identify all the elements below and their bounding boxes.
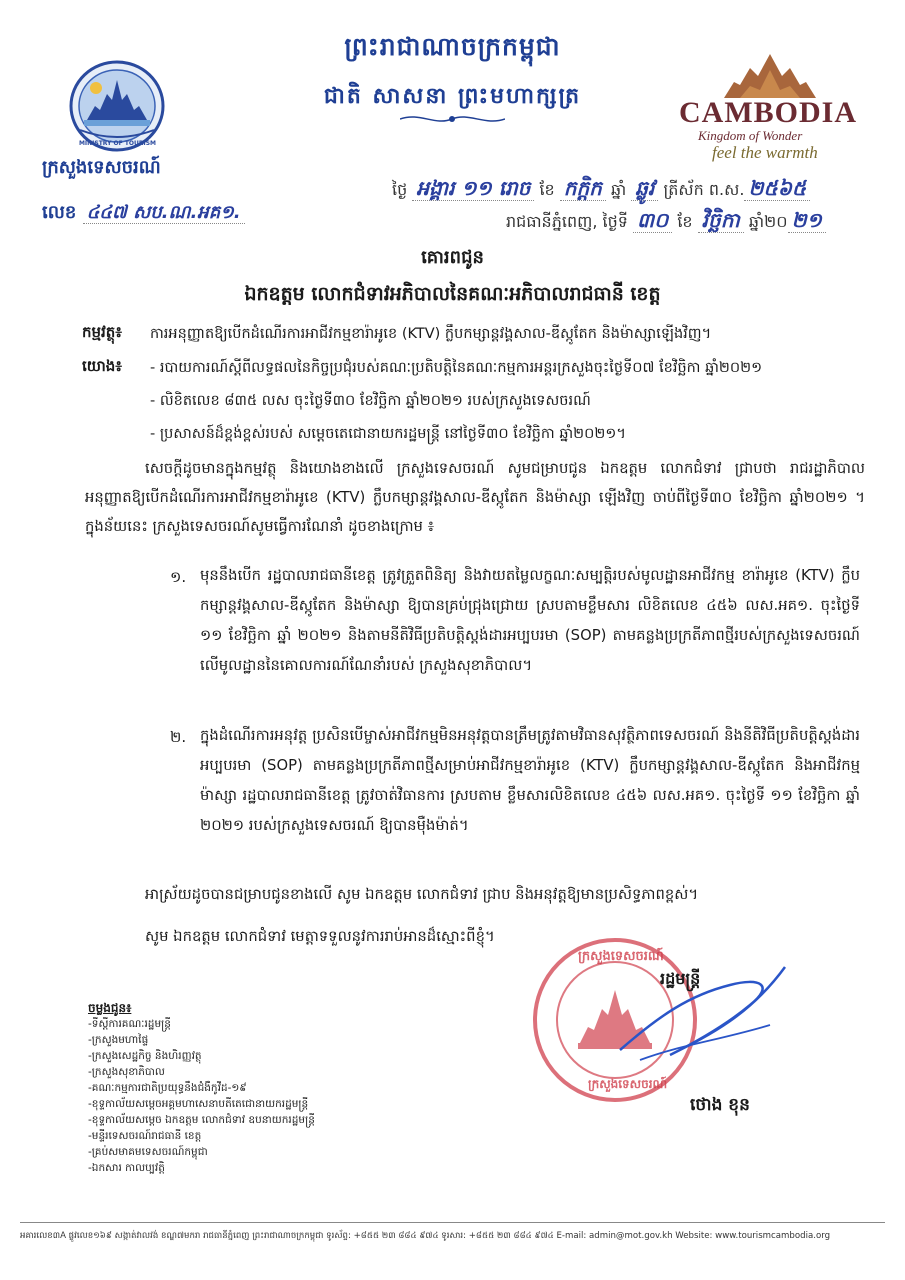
reference-item: - លិខិតលេខ ៨៣៥ លស ចុះថ្ងៃទី៣០ ខែវិច្ឆិកា ឆ្នាំ២០២១ របស់ក្រសួងទេសចរណ៍	[150, 393, 591, 409]
subject-label: កម្មវត្ថុ៖	[82, 323, 122, 341]
cc-item: -ក្រសួងសេដ្ឋកិច្ច និងហិរញ្ញវត្ថុ	[88, 1050, 202, 1062]
subject-text: ការអនុញ្ញាតឱ្យបើកដំណើរការអាជីវកម្មខារ៉ាអូខេ (KTV) ក្លឹបកម្សាន្តវង្គសាល-ឌីស្កូតែក និងម៉ាស្សាឡើងវិញ។	[150, 326, 712, 342]
item-number: ១.	[170, 568, 187, 586]
body-paragraph-salutation: សូម ឯកឧត្ដម លោកជំទាវ មេត្តាទទួលនូវការរាប់អានដ៏ស្មោះពីខ្ញុំ។	[145, 928, 495, 945]
footer-address: អគារលេខ៣A ផ្លូវលេខ១៦៩ សង្កាត់វាលវង់ ខណ្ឌ៧មករា រាជធានីភ្នំពេញ ព្រះរាជាណាចក្រកម្ពុជា ទូរស័ព្ទ: +៨៥៥ ២៣ ៨៨៤ ៩៧៤ ទូរសារ: +៨៥៥ ២៣ ៨៨៤ ៩៧៤	[20, 1231, 554, 1241]
brand-tagline: Kingdom of Wonder	[698, 128, 803, 143]
item-number: ២.	[170, 728, 187, 746]
national-motto: ជាតិ សាសនា ព្រះមហាក្សត្រ	[323, 84, 582, 109]
cc-item: -ក្រសួងសុខាភិបាល	[88, 1066, 165, 1078]
motto-ornament	[400, 112, 505, 126]
lunar-month-label: ខែ	[539, 180, 555, 199]
document-number-prefix: លេខ	[42, 202, 77, 223]
handwritten-signature	[600, 955, 800, 1075]
seal-text-bottom: ក្រសួងទេសចរណ៍	[588, 1077, 668, 1091]
kingdom-title: ព្រះរាជាណាចក្រកម្ពុជា	[344, 32, 561, 61]
cc-item: -ក្រសួងមហាផ្ទៃ	[88, 1034, 149, 1046]
seal-text-top: ក្រសួងទេសចរណ៍	[578, 949, 664, 964]
solar-date	[506, 207, 826, 237]
signer-name: ថោង ខុន	[690, 1095, 750, 1115]
lunar-date	[392, 175, 810, 205]
instruction-item-2: ក្នុងដំណើរការអនុវត្ត ប្រសិនបើម្ចាស់អាជីវកម្មមិនអនុវត្តបានត្រឹមត្រូវតាមវិធានសុវត្ថិភាពទេសចរណ៍ និងនីតិវិធីប្រតិបត្តិស្ដង់ដារអប្បបរមា (SOP) តាមគន្លងប្រក្រតីភាពថ្មីសម្រាប់អាជីវកម្មខារ៉ាអូខេ (KTV) ក្លឹបកម្សាន្តវង្គសាល-ឌីស្កូតែក និងអាជីវកម្មម៉ាស្សា រដ្ឋបាលរាជធានីខេត្ត ត្រូវចាត់វិធានការ ស្របតាម ខ្លឹមសារលិខិតលេខ ៤៥៦ លស.អគ១. ចុះថ្ងៃទី ១១ ខែវិច្ឆិកា ឆ្នាំ ២០២១ របស់ក្រសួងទេសចរណ៍ ឱ្យបានម៉ឺងម៉ាត់។	[200, 727, 860, 834]
lunar-day: អង្គារ ១១ រោច	[412, 176, 534, 201]
reference-item: - ប្រសាសន៍ដ៏ខ្ពង់ខ្ពស់របស់ សម្ដេចតេជោនាយករដ្ឋមន្ត្រី នៅថ្ងៃទី៣០ ខែវិច្ឆិកា ឆ្នាំ២០២១។	[150, 426, 626, 442]
lunar-year-label: ឆ្នាំ	[610, 180, 627, 199]
cc-title: ចម្លងជូន៖	[88, 1001, 132, 1015]
body-paragraph-intro: សេចក្ដីដូចមានក្នុងកម្មវត្ថុ និងយោងខាងលើ ក្រសួងទេសចរណ៍ សូមជម្រាបជូន ឯកឧត្ដម លោកជំទាវ ជ្រាបថា រាជរដ្ឋាភិបាលអនុញ្ញាតឱ្យបើកដំណើរការអាជីវកម្មខារ៉ាអូខេ (KTV) ក្លឹបកម្សាន្តវង្គសាល-ឌីស្កូតែក និងម៉ាស្សា ឡើងវិញ ចាប់ពីថ្ងៃទី៣០ ខែវិច្ឆិកា ឆ្នាំ២០២១ ។ ក្នុងន័យនេះ ក្រសួងទេសចរណ៍សូមធ្វើការណែនាំ ដូចខាងក្រោម ៖	[85, 460, 865, 535]
respectfully-to: គោរពជូន	[421, 247, 484, 268]
solar-year-label: ឆ្នាំ២០	[748, 212, 788, 231]
cc-item: -ឯកសារ កាលប្បវត្តិ	[88, 1162, 165, 1174]
footer-divider	[20, 1222, 885, 1223]
cc-item: -ទីស្ដីការគណៈរដ្ឋមន្ត្រី	[88, 1018, 171, 1030]
brand-name: CAMBODIA	[679, 96, 857, 129]
instruction-item-1: មុននឹងបើក រដ្ឋបាលរាជធានីខេត្ត ត្រូវត្រួតពិនិត្យ និងវាយតម្លៃលក្ខណៈសម្បត្តិរបស់មូលដ្ឋានអាជីវកម្ម ខារ៉ាអូខេ (KTV) ក្លឹបកម្សាន្តវង្គសាល-ឌីស្កូតែក និងម៉ាស្សា ឱ្យបានគ្រប់ជ្រុងជ្រោយ ស្របតាមខ្លឹមសារ លិខិតលេខ ៤៥៦ លស.អគ១. ចុះថ្ងៃទី ១១ ខែវិច្ឆិកា ឆ្នាំ ២០២១ និងតាមនីតិវិធីប្រតិបត្តិស្ដង់ដារអប្បបរមា (SOP) តាមគន្លងប្រក្រតីភាពថ្មីរបស់ក្រសួងទេសចរណ៍ លើមូលដ្ឋាននៃគោលការណ៍ណែនាំរបស់ ក្រសួងសុខាភិបាល។	[200, 567, 860, 674]
logo-caption: MINISTRY OF TOURISM	[78, 140, 157, 147]
document-number	[42, 200, 245, 227]
be-label: ព.ស.	[708, 180, 745, 199]
document-number-value: ៤៤៧ សប.ណ.អគ១.	[83, 202, 245, 224]
solar-month: វិច្ឆិកា	[698, 208, 744, 233]
cc-item: -គណៈកម្មការជាតិប្រយុទ្ធនឹងជំងឺកូវីដ-១៩	[88, 1082, 247, 1094]
references-label: យោង៖	[82, 357, 122, 375]
body-paragraph-closing: អាស្រ័យដូចបានជម្រាបជូនខាងលើ សូម ឯកឧត្ដម លោកជំទាវ ជ្រាប និងអនុវត្តឱ្យមានប្រសិទ្ធភាពខ្ពស់។	[145, 886, 699, 903]
footer-email[interactable]: E-mail: admin@mot.gov.kh	[556, 1231, 673, 1241]
solar-month-label: ខែ	[677, 212, 693, 231]
angkor-silhouette-icon	[720, 52, 820, 98]
cc-item: -ខុទ្ទកាល័យសម្ដេច ឯកឧត្ដម លោកជំទាវ ឧបនាយករដ្ឋមន្ត្រី	[88, 1114, 315, 1126]
footer	[20, 1231, 890, 1243]
brand-slogan: feel the warmth	[712, 143, 818, 162]
solar-year: ២១	[788, 208, 826, 233]
lunar-prefix: ថ្ងៃ	[392, 180, 408, 199]
recipient: ឯកឧត្ដម លោកជំទាវអភិបាលនៃគណៈអភិបាលរាជធានី ខេត្ត	[244, 283, 661, 305]
ministry-name: ក្រសួងទេសចរណ៍	[42, 157, 161, 178]
be-year: ២៥៦៥	[744, 176, 810, 201]
cc-item: -គ្រប់សមាគមទេសចរណ៍កម្ពុជា	[88, 1146, 208, 1158]
footer-website[interactable]: Website: www.tourismcambodia.org	[675, 1231, 831, 1241]
reference-item: - របាយការណ៍ស្ដីពីលទ្ធផលនៃកិច្ចប្រជុំរបស់គណៈប្រតិបត្តិនៃគណៈកម្មការអន្តរក្រសួងចុះថ្ងៃទី០៧ ខែវិច្ឆិកា ឆ្នាំ២០២១	[150, 360, 763, 376]
lunar-month: កក្ដិក	[560, 176, 606, 201]
signer-title: រដ្ឋមន្ត្រី	[660, 969, 701, 988]
cc-item: -ខុទ្ទកាល័យសម្ដេចអគ្គមហាសេនាបតីតេជោនាយករដ្ឋមន្ត្រី	[88, 1098, 309, 1110]
cc-item: -មន្ទីរទេសចរណ៍រាជធានី ខេត្ត	[88, 1130, 202, 1142]
lunar-era: ត្រីស័ក	[663, 180, 704, 199]
solar-day: ៣០	[633, 208, 672, 233]
city-date-label: រាជធានីភ្នំពេញ, ថ្ងៃទី	[506, 212, 628, 231]
lunar-year: ឆ្លូវ	[631, 176, 658, 201]
